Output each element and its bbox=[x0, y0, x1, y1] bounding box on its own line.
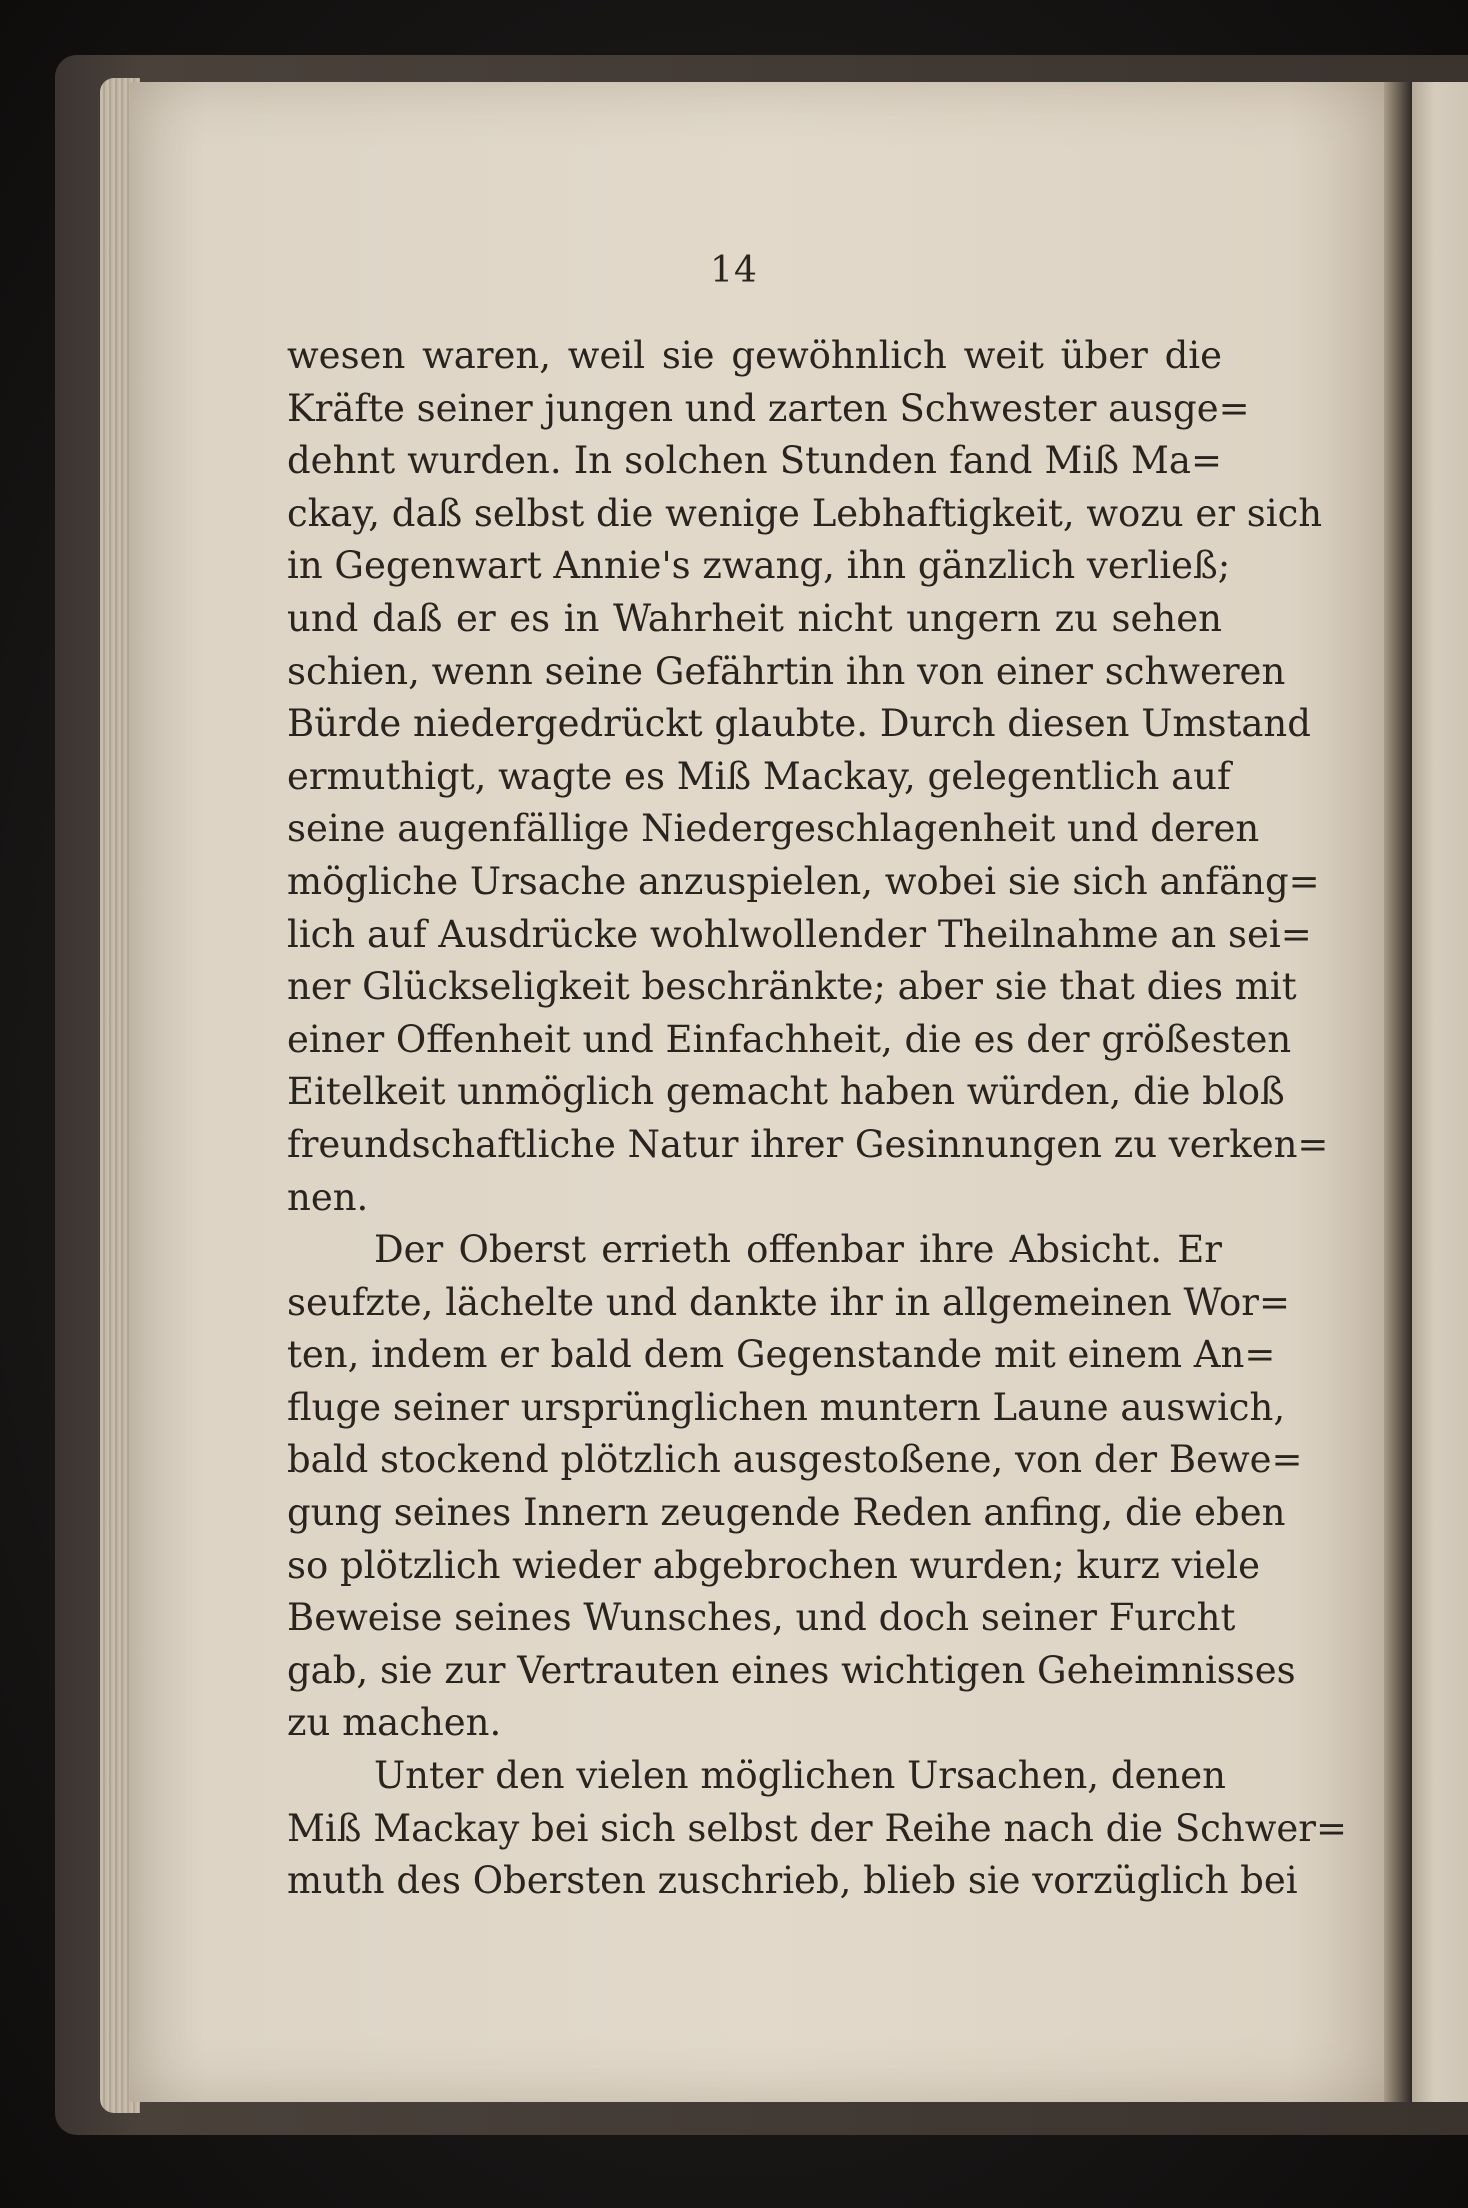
text-line: ner Glückseligkeit beschränkte; aber sie that dies mit bbox=[287, 965, 1297, 1009]
text-line: nen. bbox=[287, 1175, 369, 1219]
text-line: mögliche Ursache anzuspielen, wobei sie sich anfäng= bbox=[287, 859, 1320, 903]
text-line: und daß er es in Wahrheit nicht ungern zu sehen bbox=[287, 596, 1222, 640]
text-line: Eitelkeit unmöglich gemacht haben würden, die bloß bbox=[287, 1070, 1285, 1114]
text-line: ten, indem er bald dem Gegenstande mit einem An= bbox=[287, 1333, 1276, 1377]
text-line: so plötzlich wieder abgebrochen wurden; kurz viele bbox=[287, 1543, 1260, 1587]
body-text bbox=[287, 330, 1347, 1908]
text-line: seine augenfällige Niedergeschlagenheit und deren bbox=[287, 807, 1260, 851]
text-line: seufzte, lächelte und dankte ihr in allgemeinen Wor= bbox=[287, 1280, 1290, 1324]
text-line: Miß Mackay bei sich selbst der Reihe nach die Schwer= bbox=[287, 1806, 1347, 1850]
text-line: schien, wenn seine Gefährtin ihn von einer schweren bbox=[287, 649, 1286, 693]
text-line: Bürde niedergedrückt glaubte. Durch diesen Umstand bbox=[287, 702, 1311, 746]
text-line: fluge seiner ursprünglichen muntern Laune auswich, bbox=[287, 1385, 1286, 1429]
text-line: bald stockend plötzlich ausgestoßene, von der Bewe= bbox=[287, 1438, 1303, 1482]
text-line: dehnt wurden. In solchen Stunden fand Miß Ma= bbox=[287, 439, 1222, 483]
text-line: Kräfte seiner jungen und zarten Schwester ausge= bbox=[287, 386, 1250, 430]
text-line: Unter den vielen möglichen Ursachen, denen bbox=[374, 1754, 1226, 1798]
text-line: zu machen. bbox=[287, 1701, 502, 1745]
book-gutter bbox=[1384, 82, 1412, 2102]
text-line: in Gegenwart Annie's zwang, ihn gänzlich verließ; bbox=[287, 544, 1231, 588]
text-line: wesen waren, weil sie gewöhnlich weit über die bbox=[287, 334, 1222, 377]
facing-page-edge bbox=[1412, 82, 1468, 2102]
text-line: gung seines Innern zeugende Reden anfing, die eben bbox=[287, 1491, 1286, 1535]
text-line: einer Offenheit und Einfachheit, die es der größesten bbox=[287, 1017, 1292, 1061]
text-line: Der Oberst errieth offenbar ihre Absicht. Er bbox=[374, 1228, 1222, 1272]
text-line: gab, sie zur Vertrauten eines wichtigen Geheimnisses bbox=[287, 1648, 1296, 1692]
page-number: 14 bbox=[710, 250, 758, 291]
text-line: ckay, daß selbst die wenige Lebhaftigkeit, wozu er sich bbox=[287, 491, 1323, 535]
text-line: freundschaftliche Natur ihrer Gesinnungen zu verken= bbox=[287, 1122, 1329, 1166]
text-line: Beweise seines Wunsches, und doch seiner Furcht bbox=[287, 1596, 1236, 1640]
text-line: ermuthigt, wagte es Miß Mackay, gelegentlich auf bbox=[287, 754, 1231, 798]
text-line: lich auf Ausdrücke wohlwollender Theilnahme an sei= bbox=[287, 912, 1312, 956]
text-line: muth des Obersten zuschrieb, blieb sie vorzüglich bei bbox=[287, 1859, 1298, 1903]
